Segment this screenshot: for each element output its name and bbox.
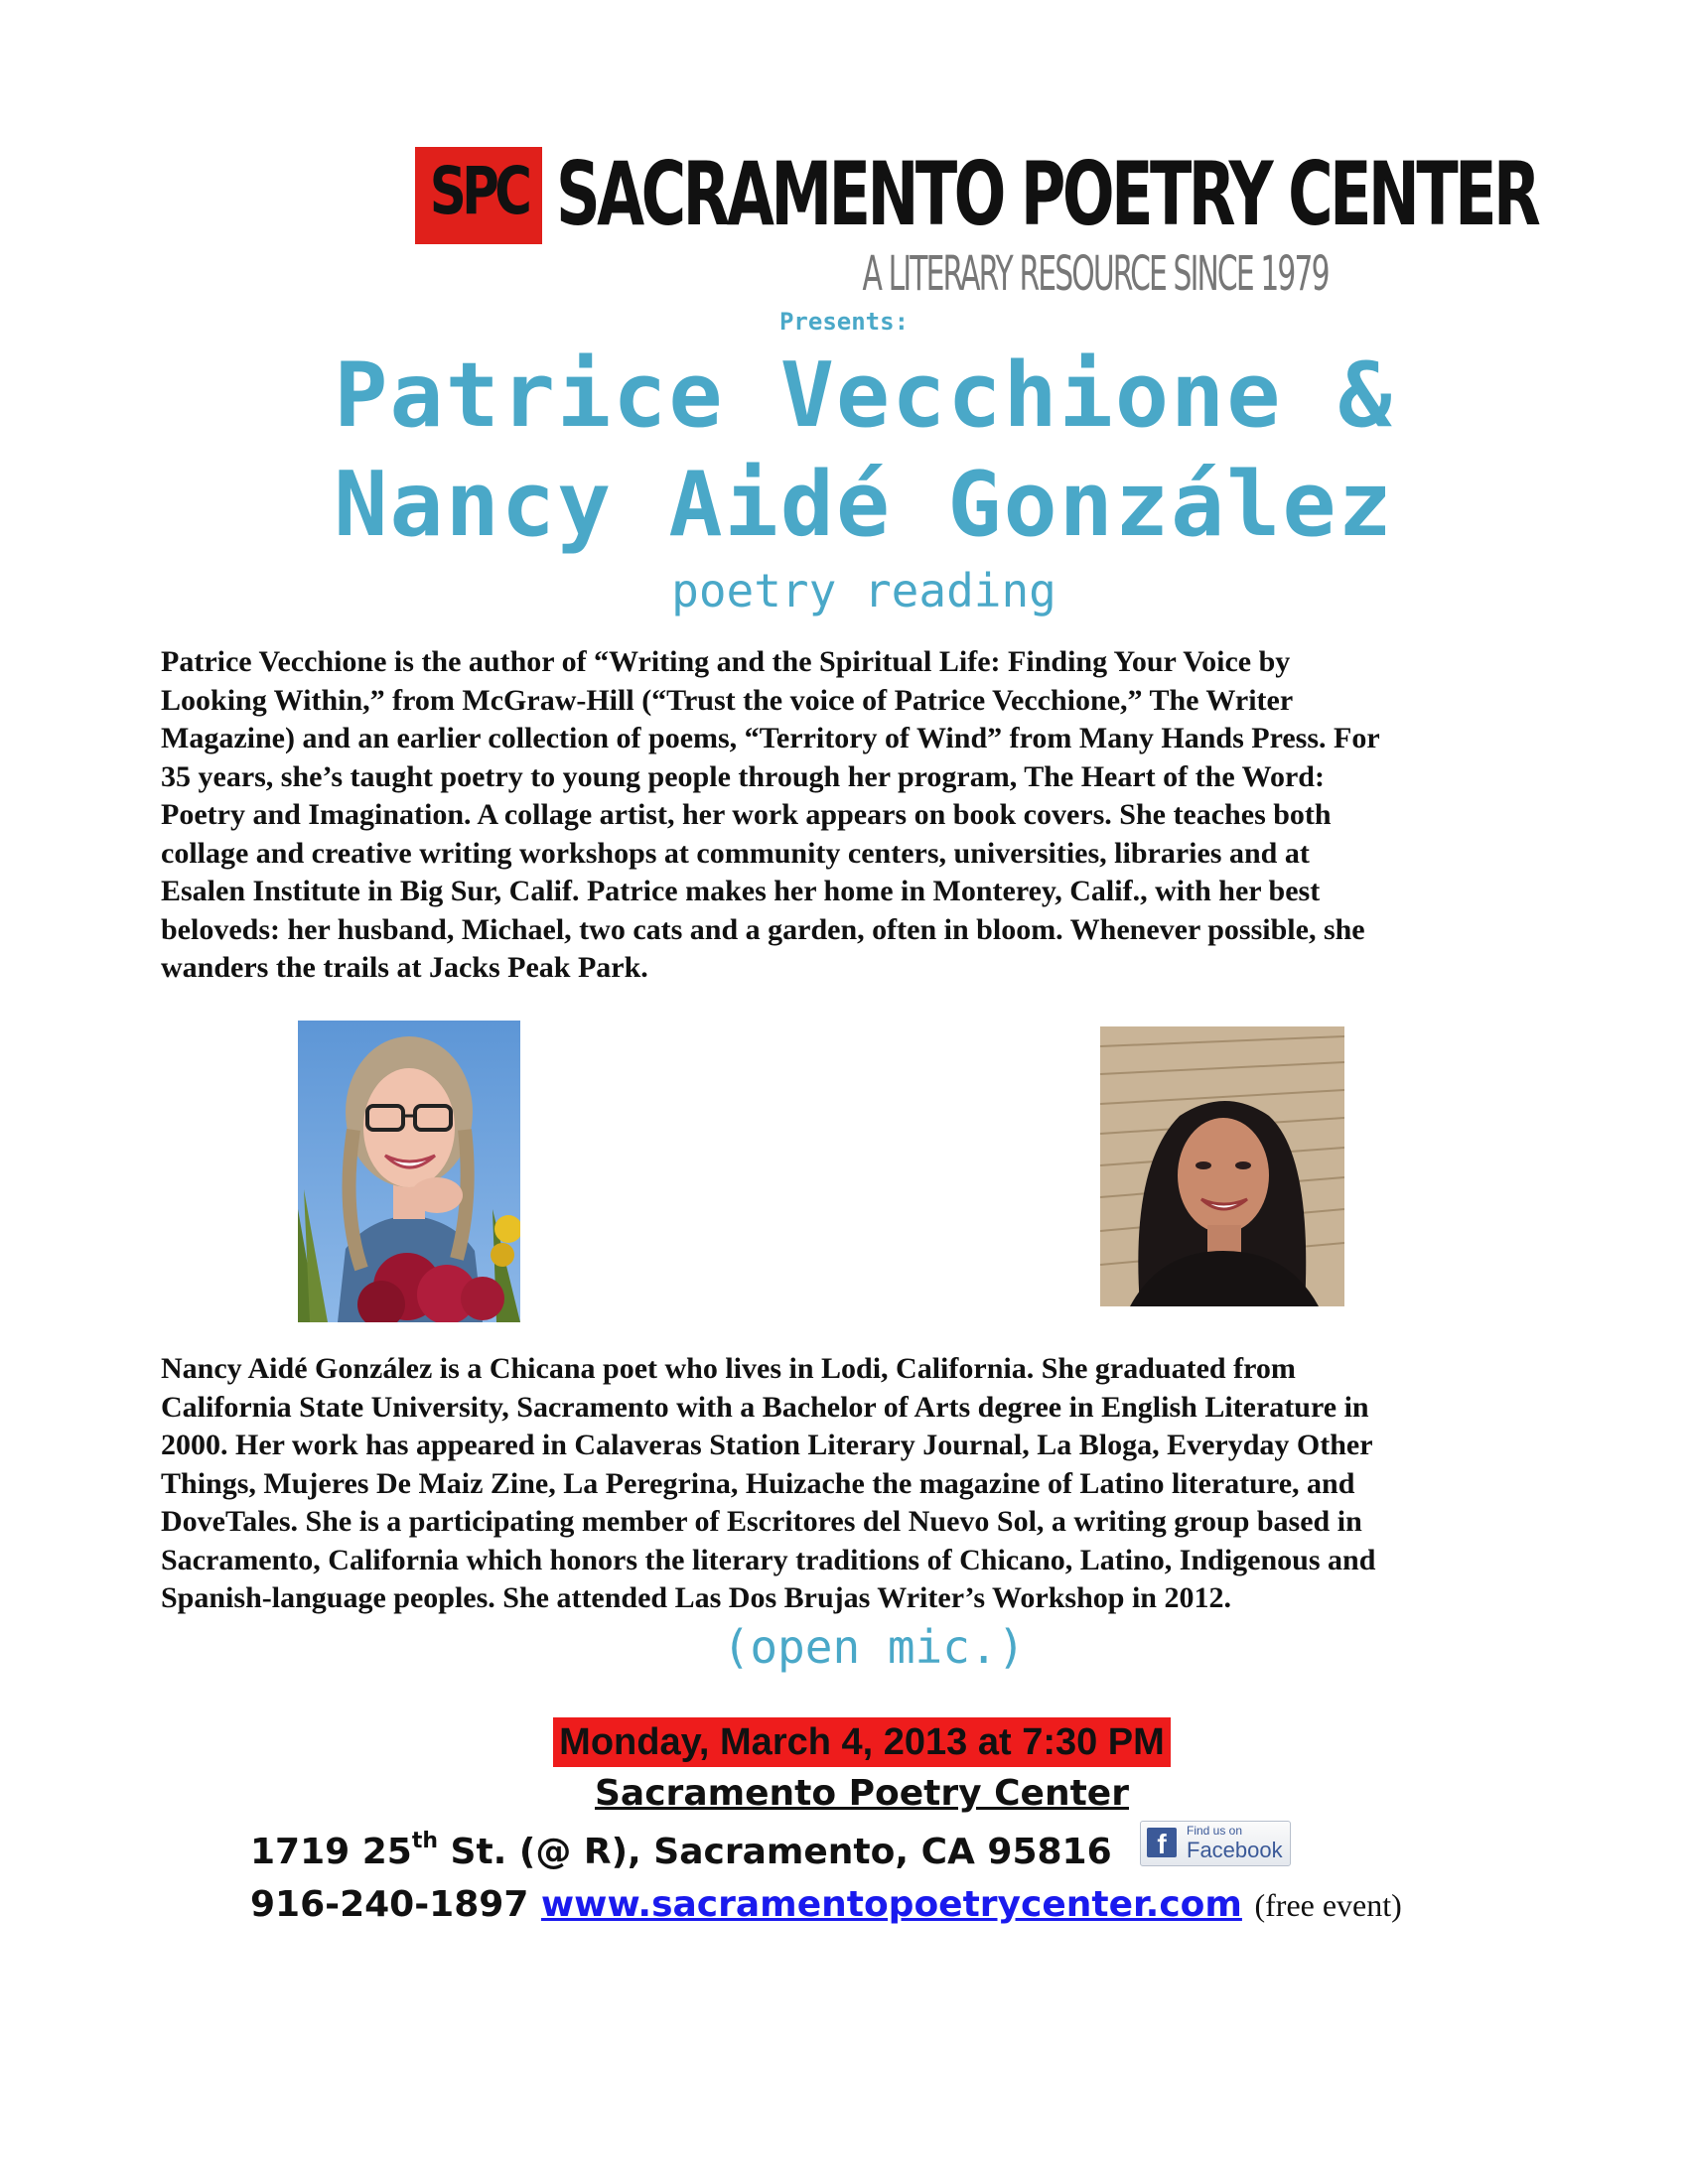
bio-line: Sacramento, California which honors the literary traditions of Chicano, Latino, Indigenous and xyxy=(161,1543,1376,1576)
bio-patrice-vecchione xyxy=(161,643,1380,988)
facebook-badge[interactable] xyxy=(1140,1821,1291,1866)
free-event-note: (free event) xyxy=(1254,1887,1402,1923)
event-date-row xyxy=(0,1717,1688,1767)
venue-name: Sacramento Poetry Center xyxy=(595,1773,1129,1814)
bio-line: Magazine) and an earlier collection of poems, “Territory of Wind” from Many Hands Press. For xyxy=(161,722,1380,754)
photo-nancy-illustration xyxy=(1100,1026,1344,1306)
logo-badge-text: SPC xyxy=(429,153,528,229)
spc-logo xyxy=(415,143,1538,302)
address-street-number: 1719 25 xyxy=(250,1832,412,1872)
title-line-1: Patrice Vecchione & xyxy=(334,343,1394,448)
bio-line: wanders the trails at Jacks Peak Park. xyxy=(161,951,648,984)
bio-line: Looking Within,” from McGraw-Hill (“Trust the voice of Patrice Vecchione,” The Writer xyxy=(161,683,1294,717)
title-line-2: Nancy Aidé González xyxy=(334,453,1394,557)
open-mic-label: (open mic.) xyxy=(722,1620,1026,1674)
facebook-label: Facebook xyxy=(1187,1838,1283,1862)
photo-patrice-illustration xyxy=(298,1021,520,1322)
venue-address xyxy=(250,1829,1112,1872)
event-date: Monday, March 4, 2013 at 7:30 PM xyxy=(553,1717,1171,1767)
contact-row xyxy=(250,1884,1402,1925)
bio-line: Esalen Institute in Big Sur, Calif. Patrice makes her home in Monterey, Calif., with her best xyxy=(161,875,1321,907)
address-rest: St. (@ R), Sacramento, CA 95816 xyxy=(438,1832,1112,1872)
bio-line: 2000. Her work has appeared in Calaveras Station Literary Journal, La Bloga, Everyday Other xyxy=(161,1429,1373,1461)
bio-line: DoveTales. She is a participating member of Escritores del Nuevo Sol, a writing group based in xyxy=(161,1505,1362,1538)
facebook-icon: f xyxy=(1147,1828,1177,1857)
phone-number: 916-240-1897 xyxy=(250,1884,529,1925)
spc-logo-badge xyxy=(415,147,542,244)
bio-nancy-gonzalez xyxy=(161,1350,1375,1618)
website-link[interactable]: www.sacramentopoetrycenter.com xyxy=(540,1884,1242,1925)
address-ordinal: th xyxy=(411,1829,439,1853)
photo-patrice-vecchione xyxy=(298,1021,520,1322)
presents-label: Presents: xyxy=(778,308,910,336)
bio-line: Poetry and Imagination. A collage artist, her work appears on book covers. She teaches both xyxy=(161,798,1332,831)
photo-nancy-gonzalez xyxy=(1100,1026,1344,1306)
bio-line: California State University, Sacramento with a Bachelor of Arts degree in English Literature in xyxy=(161,1390,1369,1424)
bio-line: Spanish-language peoples. She attended Las Dos Brujas Writer’s Workshop in 2012. xyxy=(161,1581,1231,1614)
logo-org-name: SACRAMENTO POETRY CENTER xyxy=(556,143,1538,245)
logo-tagline: A LITERARY RESOURCE SINCE 1979 xyxy=(862,246,1329,302)
bio-line: collage and creative writing workshops at community centers, universities, libraries and at xyxy=(161,836,1310,870)
bio-line: Things, Mujeres De Maiz Zine, La Peregrina, Huizache the magazine of Latino literature, and xyxy=(161,1466,1355,1500)
bio-line: Nancy Aidé González is a Chicana poet who lives in Lodi, California. She graduated from xyxy=(161,1352,1296,1385)
subtitle: poetry reading xyxy=(671,564,1056,617)
bio-line: 35 years, she’s taught poetry to young people through her program, The Heart of the Word: xyxy=(161,759,1325,793)
facebook-find-us: Find us on xyxy=(1187,1824,1243,1838)
bio-line: beloveds: her husband, Michael, two cats and a garden, often in bloom. Whenever possible, she xyxy=(161,912,1365,946)
bio-line: Patrice Vecchione is the author of “Writing and the Spiritual Life: Finding Your Voice by xyxy=(161,645,1291,678)
